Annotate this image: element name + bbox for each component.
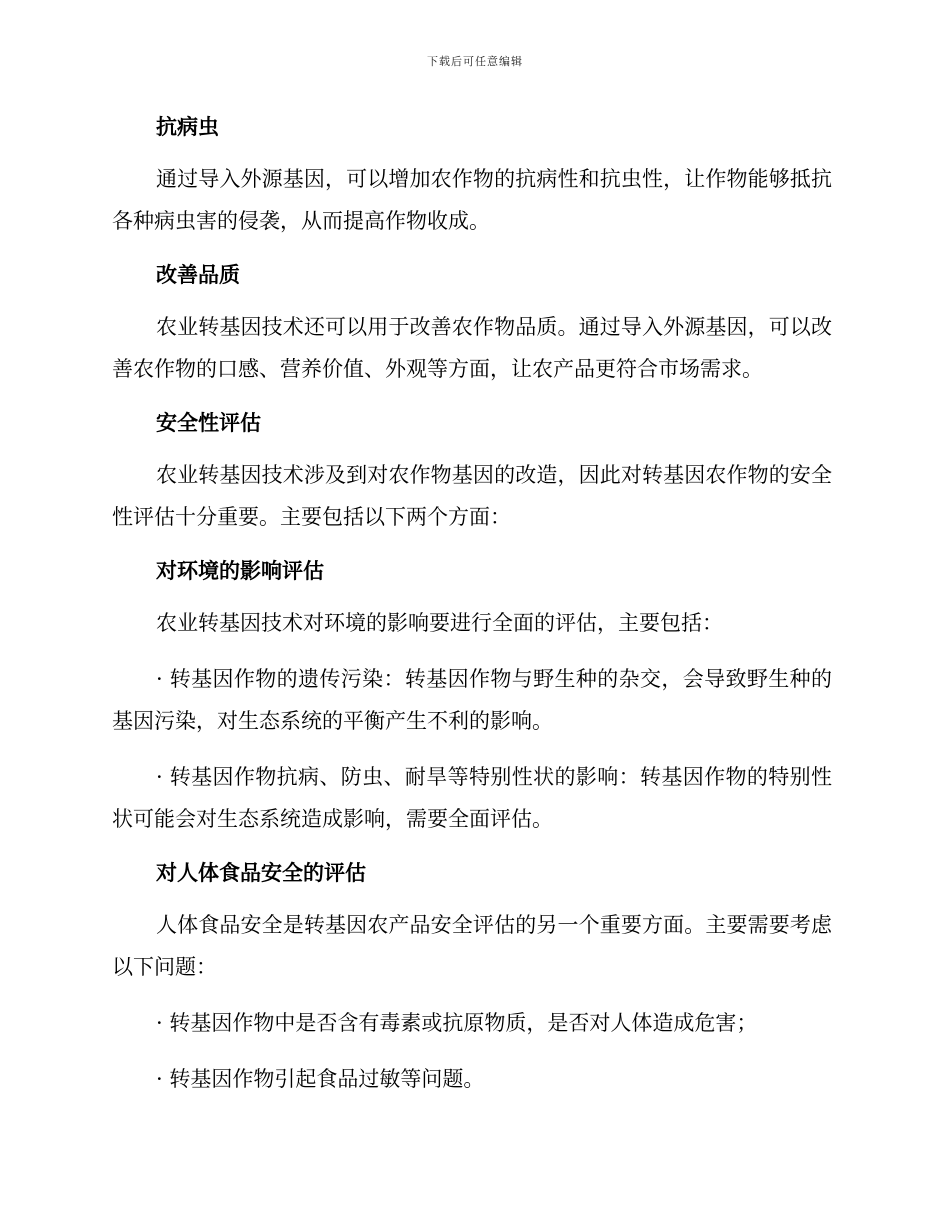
section-heading-disease-resistance: 抗病虫 [156, 115, 219, 139]
paragraph: 农业转基因技术涉及到对农作物基因的改造，因此对转基因农作物的安全性评估十分重要。主要包括以下两个方面： [112, 463, 832, 529]
page-header: 下载后可任意编辑 [427, 55, 523, 68]
paragraph: 农业转基因技术对环境的影响要进行全面的评估，主要包括： [156, 611, 723, 635]
section-heading-environment: 对环境的影响评估 [156, 559, 324, 583]
section-heading-quality: 改善品质 [156, 263, 240, 287]
bullet-item: · 转基因作物引起食品过敏等问题。 [156, 1067, 485, 1091]
bullet-item: · 转基因作物的遗传污染：转基因作物与野生种的杂交，会导致野生种的基因污染，对生态系统的平衡产生不利的影响。 [112, 667, 832, 733]
section-heading-food-safety: 对人体食品安全的评估 [156, 861, 366, 885]
bullet-item: · 转基因作物抗病、防虫、耐旱等特别性状的影响：转基因作物的特别性状可能会对生态系统造成影响，需要全面评估。 [112, 765, 832, 831]
document-body [112, 108, 832, 1100]
paragraph: 人体食品安全是转基因农产品安全评估的另一个重要方面。主要需要考虑以下问题： [112, 913, 832, 979]
bullet-item: · 转基因作物中是否含有毒素或抗原物质，是否对人体造成危害； [156, 1011, 758, 1035]
paragraph: 农业转基因技术还可以用于改善农作物品质。通过导入外源基因，可以改善农作物的口感、营养价值、外观等方面，让农产品更符合市场需求。 [112, 315, 832, 381]
section-heading-safety: 安全性评估 [156, 411, 261, 435]
paragraph: 通过导入外源基因，可以增加农作物的抗病性和抗虫性，让作物能够抵抗各种病虫害的侵袭，从而提高作物收成。 [112, 167, 832, 233]
